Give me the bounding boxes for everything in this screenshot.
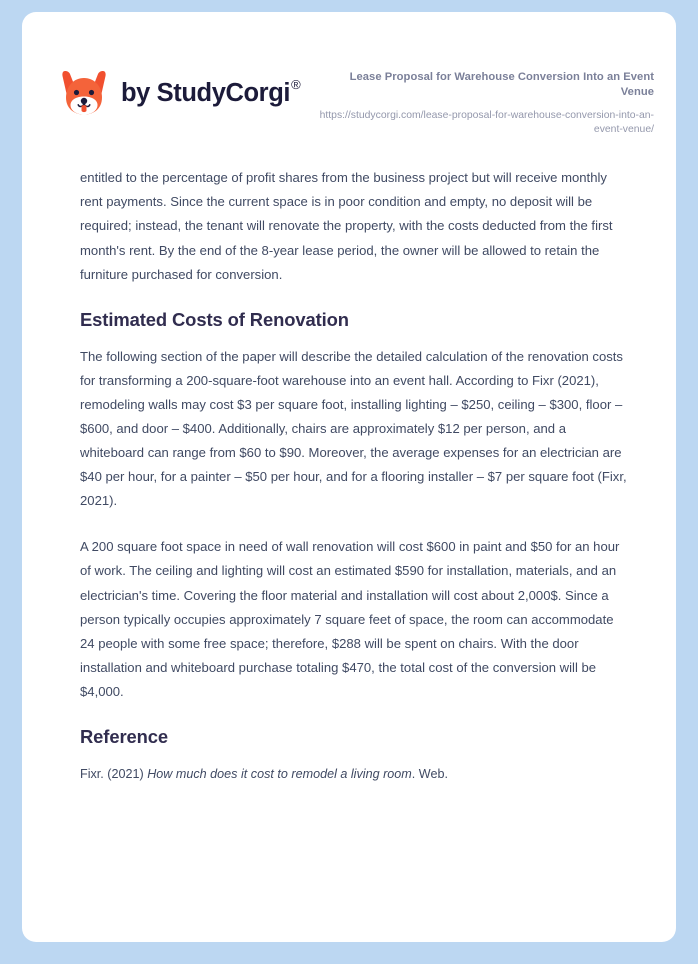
reference-entry <box>80 764 630 785</box>
studycorgi-brand[interactable] <box>58 64 300 118</box>
registered-trademark-icon: ® <box>291 77 301 92</box>
document-meta <box>314 64 654 136</box>
page-title: Lease Proposal for Warehouse Conversion Into an Event Venue <box>349 71 654 98</box>
paragraph-total-costs: A 200 square foot space in need of wall renovation will cost $600 in paint and $50 for an hour of work. The ceiling and lighting will cost an estimated $590 for installation, materials, and an electrician's time. Covering the floor material and installation will cost about 2,000$. Since a person typically occupies approximately 7 square feet of space, the room can accommodate 24 people with some free space; therefore, $288 will be spent on chairs. With the door installation and whiteboard purchase totaling $470, the total cost of the conversion will be $4,000. <box>80 539 620 699</box>
reference-suffix: . Web. <box>411 767 448 782</box>
reference-title: How much does it cost to remodel a living room <box>147 767 412 782</box>
document-header <box>22 12 676 136</box>
brand-name-text: by StudyCorgi <box>121 78 291 107</box>
section-heading-estimated-costs: Estimated Costs of Renovation <box>80 308 349 330</box>
corgi-head-icon <box>58 68 110 118</box>
paragraph-renovation-rates: The following section of the paper will describe the detailed calculation of the renovation costs for transforming a 200-square-foot warehouse into an event hall. According to Fixr (2021), remodeling walls may cost $3 per square foot, installing lighting – $250, ceiling – $300, floor – $600, and door – $400. Additionally, chairs are approximately $12 per person, and a whiteboard can range from $60 to $90. Moreover, the average expenses for an electrician are $40 per hour, for a painter – $50 per hour, and for a flooring installer – $7 per square foot (Fixr, 2021). <box>80 348 627 509</box>
section-heading-reference: Reference <box>80 726 169 748</box>
document-page <box>22 12 676 942</box>
document-body <box>22 166 676 785</box>
brand-wordmark <box>121 79 300 108</box>
reference-author-year: Fixr. (2021) <box>80 767 148 782</box>
source-url[interactable]: https://studycorgi.com/lease-proposal-for-warehouse-conversion-into-an-event-venue/ <box>319 109 654 135</box>
intro-paragraph: entitled to the percentage of profit shares from the business project but will receive monthly rent payments. Since the current space is in poor condition and empty, no deposit will be required; instead, the tenant will renovate the property, with the costs deducted from the first month's rent. By the end of the 8-year lease period, the owner will be allowed to retain the furniture purchased for conversion. <box>80 170 613 282</box>
